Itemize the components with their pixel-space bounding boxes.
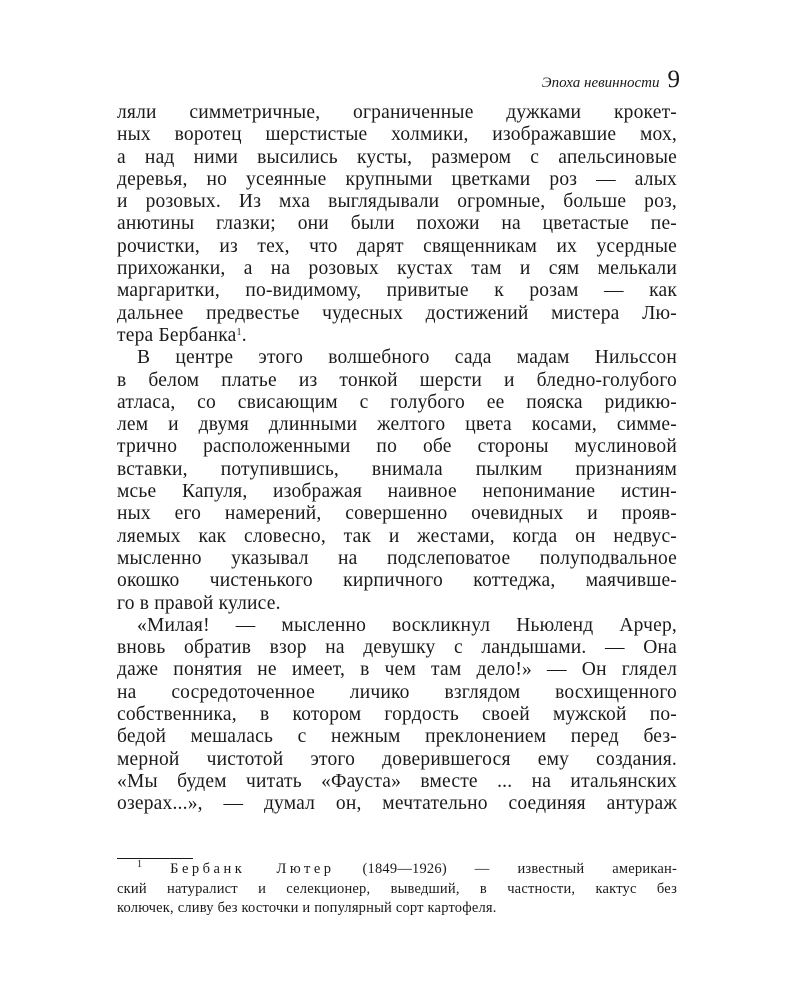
text-line: маргаритки, по-видимому, привитые к розам — как xyxy=(117,280,677,302)
text-line: рочистки, из тех, что дарят священникам их усердные xyxy=(117,235,677,257)
text-line: «Мы будем читать «Фауста» вместе ... на итальянских xyxy=(117,770,677,792)
text-line: «Милая! — мысленно воскликнул Ньюленд Арчер, xyxy=(137,614,677,636)
sentence-end: . xyxy=(241,324,247,346)
page-header xyxy=(470,66,680,94)
running-title: Эпоха невинности xyxy=(541,75,660,91)
footnote-name: Бербанк Лютер xyxy=(170,861,335,877)
text-line: лем и двумя длинными желтого цвета косами, симме- xyxy=(117,414,677,436)
text-line: трично расположенными по обе стороны муслиновой xyxy=(117,436,677,458)
text-line: вновь обратив взор на девушку с ландышами. — Она xyxy=(117,637,677,659)
text-line: ных его намерений, совершенно очевидных и прояв- xyxy=(117,503,677,525)
footnote-marker: 1 xyxy=(137,859,143,870)
footnote-line: колючек, сливу без косточки и популярный сорт картофеля. xyxy=(117,900,497,916)
footnote-divider xyxy=(117,858,193,859)
text-line: го в правой кулисе. xyxy=(117,592,281,614)
text-line: даже понятия не имеет, в чем там дело!» — Он глядел xyxy=(117,659,677,681)
text-line-content: тера Бербанка xyxy=(117,324,237,346)
text-line: в белом платье из тонкой шерсти и бледно-голубого xyxy=(117,369,677,391)
text-line: бедой мешалась с нежным преклонением перед без- xyxy=(117,726,677,748)
text-line: прихожанки, а на розовых кустах там и сям мелькали xyxy=(117,258,677,280)
text-line: а над ними высились кусты, размером с апельсиновые xyxy=(117,146,677,168)
footnote-line xyxy=(117,860,677,880)
text-line: озерах...», — думал он, мечтательно соединяя антураж xyxy=(117,793,677,815)
text-line: мысленно указывал на подслеповатое полуподвальное xyxy=(117,547,677,569)
text-line: мсье Капуля, изображая наивное непонимание истин- xyxy=(117,481,677,503)
footnote-line: ский натуралист и селекционер, выведший, в частности, кактус без xyxy=(117,880,677,897)
text-line: и розовых. Из мха выглядывали огромные, больше роз, xyxy=(117,191,677,213)
text-line: собственника, в котором гордость своей мужской по- xyxy=(117,704,677,726)
text-line: окошко чистенького кирпичного коттеджа, маячивше- xyxy=(117,570,677,592)
page-number: 9 xyxy=(667,66,680,93)
text-line: мерной чистотой этого доверившегося ему создания. xyxy=(117,748,677,770)
body-text xyxy=(117,102,677,816)
text-line: атласа, со свисающим с голубого ее пояска ридикю- xyxy=(117,391,677,413)
text-line: вставки, потупившись, внимала пылким признаниям xyxy=(117,458,677,480)
footnote-line-rest: (1849—1926) — известный американ- xyxy=(362,861,677,877)
text-line: анютины глазки; они были похожи на цветастые пе- xyxy=(117,213,677,235)
text-line: ных воротец шерстистые холмики, изображавшие мох, xyxy=(117,124,677,146)
text-line: ляли симметричные, ограниченные дужками крокет- xyxy=(117,102,677,123)
text-line: дальнее предвестье чудесных достижений мистера Лю- xyxy=(117,302,677,324)
text-line: деревья, но усеянные крупными цветками роз — алых xyxy=(117,168,677,190)
footnote-reference[interactable]: 1 xyxy=(236,326,242,338)
footnote xyxy=(117,860,677,919)
text-line: В центре этого волшебного сада мадам Нильссон xyxy=(137,347,677,369)
text-line: ляемых как словесно, так и жестами, когда он недвус- xyxy=(117,525,677,547)
text-line: на сосредоточенное личико взглядом восхищенного xyxy=(117,681,677,703)
text-line-with-footnote-ref xyxy=(117,325,677,347)
